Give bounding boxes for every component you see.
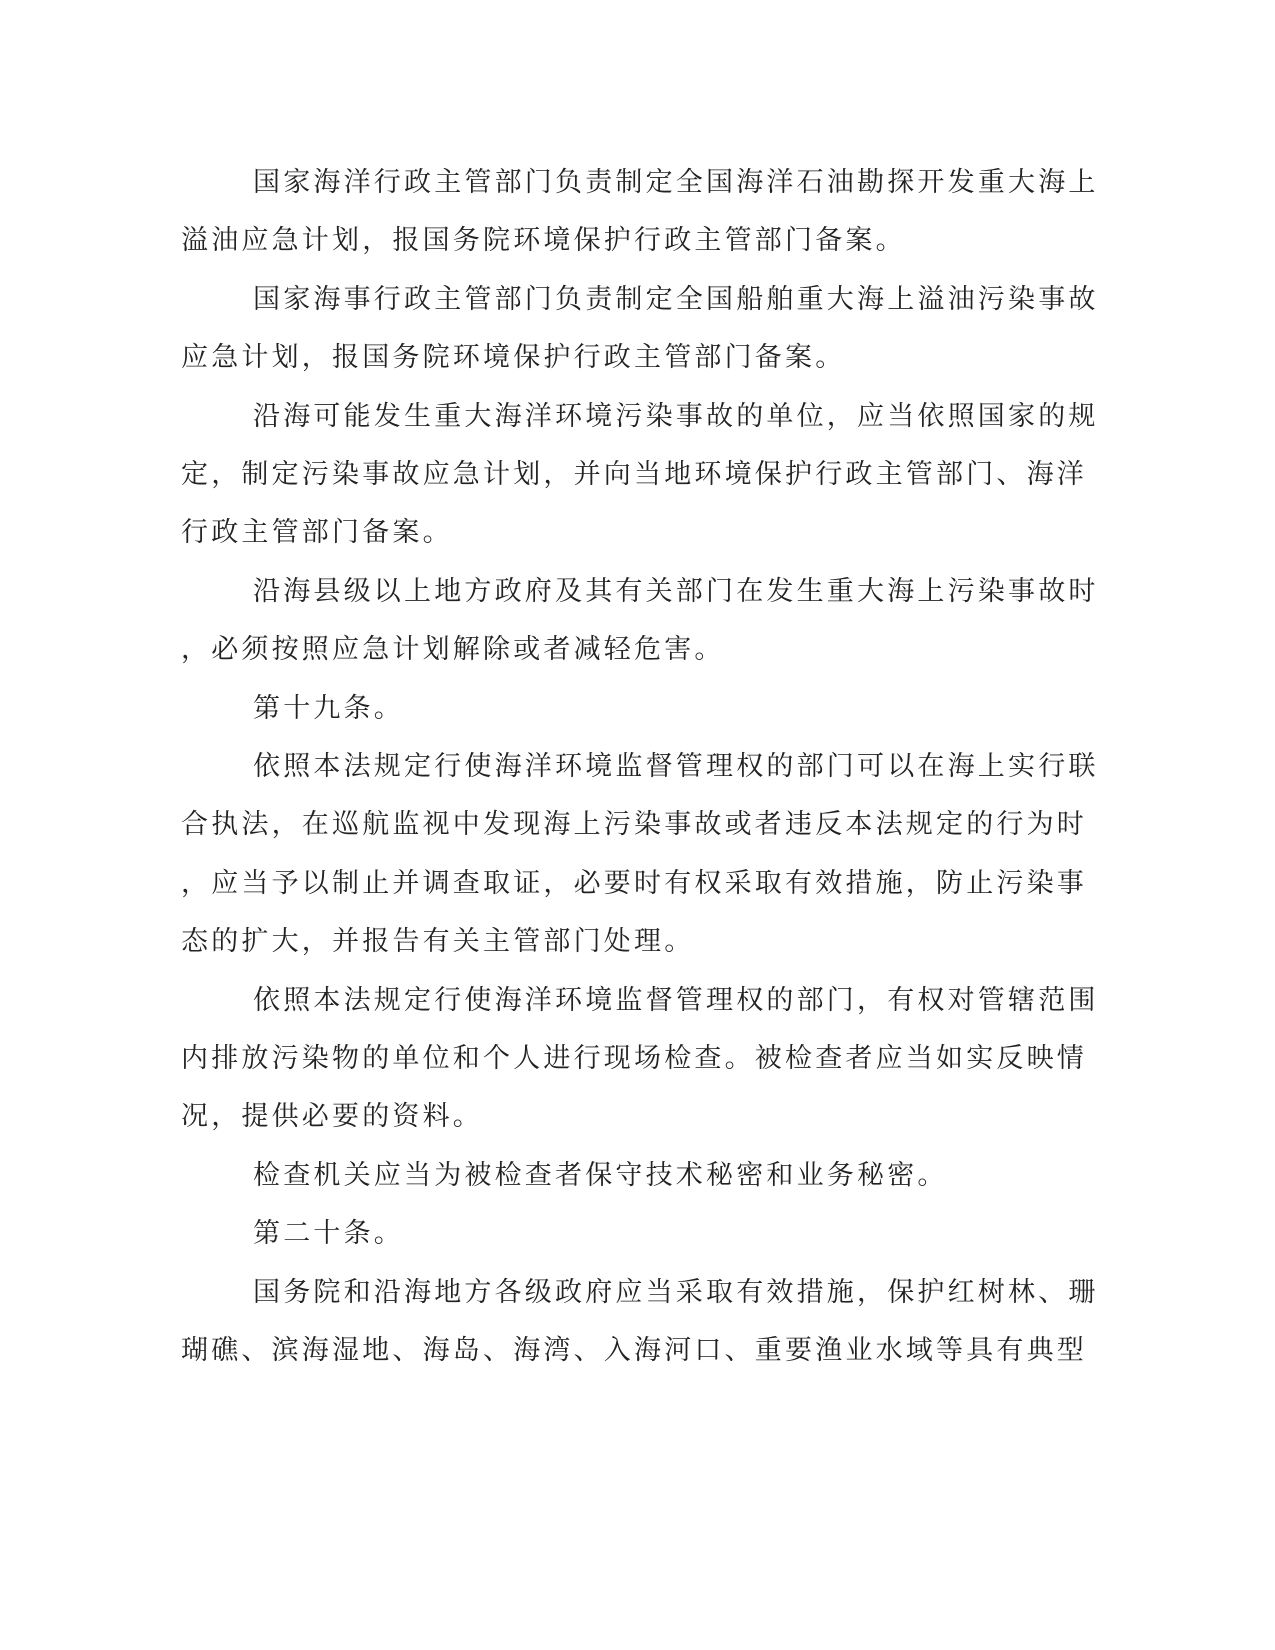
text-line: 沿海县级以上地方政府及其有关部门在发生重大海上污染事故时 [253, 576, 1099, 607]
text-line: 瑚礁、滨海湿地、海岛、海湾、入海河口、重要渔业水域等具有典型 [181, 1335, 1087, 1366]
text-line: 依照本法规定行使海洋环境监督管理权的部门可以在海上实行联 [253, 751, 1099, 782]
text-line: ，应当予以制止并调查取证，必要时有权采取有效措施，防止污染事 [181, 868, 1087, 899]
text-line: 合执法，在巡航监视中发现海上污染事故或者违反本法规定的行为时 [181, 809, 1087, 840]
text-line: ，必须按照应急计划解除或者减轻危害。 [181, 634, 725, 665]
text-line: 定，制定污染事故应急计划，并向当地环境保护行政主管部门、海洋 [181, 459, 1087, 490]
text-line: 应急计划，报国务院环境保护行政主管部门备案。 [181, 342, 846, 373]
text-line: 检查机关应当为被检查者保守技术秘密和业务秘密。 [253, 1160, 948, 1191]
text-line: 国务院和沿海地方各级政府应当采取有效措施，保护红树林、珊 [253, 1277, 1099, 1308]
text-line: 况，提供必要的资料。 [181, 1101, 483, 1132]
text-line: 态的扩大，并报告有关主管部门处理。 [181, 926, 695, 957]
text-line: 国家海事行政主管部门负责制定全国船舶重大海上溢油污染事故 [253, 284, 1099, 315]
section-heading: 第二十条。 [253, 1218, 404, 1249]
section-heading: 第十九条。 [253, 693, 404, 724]
text-line: 依照本法规定行使海洋环境监督管理权的部门，有权对管辖范围 [253, 985, 1099, 1016]
text-line: 国家海洋行政主管部门负责制定全国海洋石油勘探开发重大海上 [253, 167, 1099, 198]
text-line: 沿海可能发生重大海洋环境污染事故的单位，应当依照国家的规 [253, 401, 1099, 432]
text-line: 内排放污染物的单位和个人进行现场检查。被检查者应当如实反映情 [181, 1043, 1087, 1074]
text-line: 行政主管部门备案。 [181, 517, 453, 548]
text-line: 溢油应急计划，报国务院环境保护行政主管部门备案。 [181, 225, 906, 256]
